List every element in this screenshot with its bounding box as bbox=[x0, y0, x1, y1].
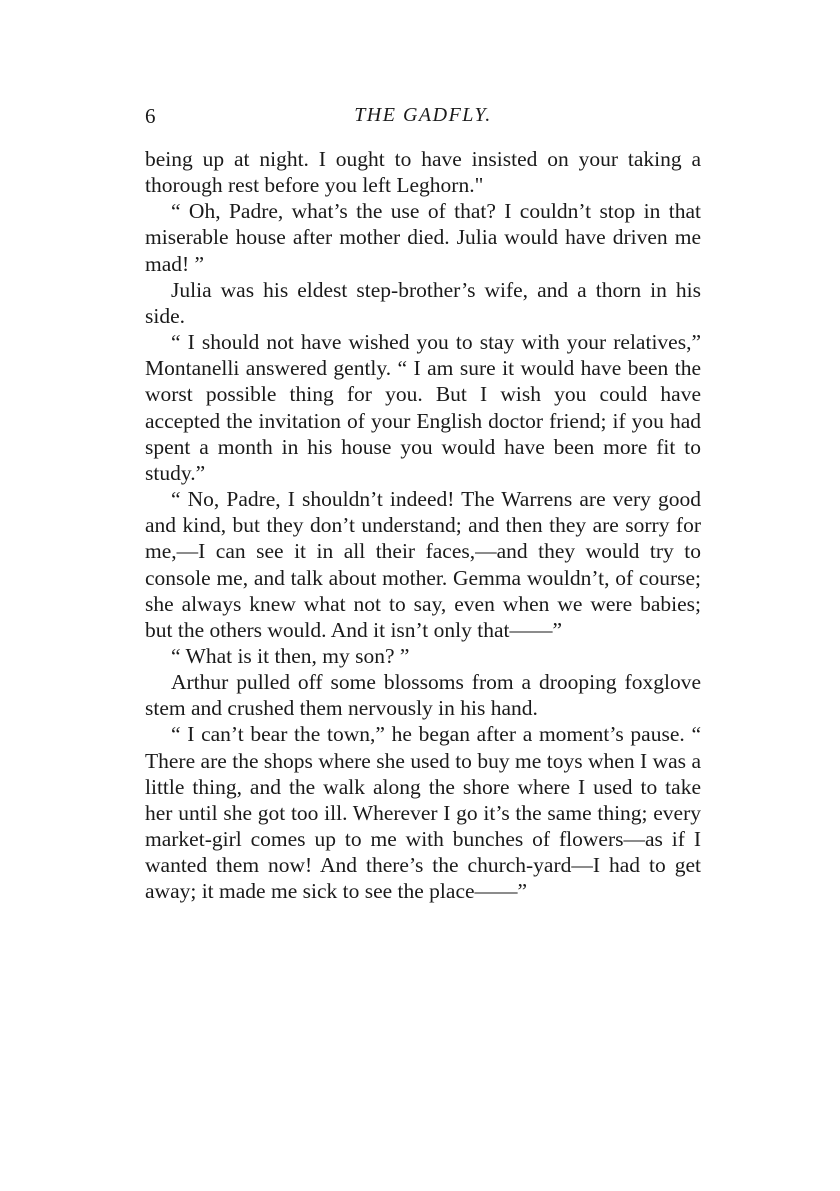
paragraph: “ Oh, Padre, what’s the use of that? I couldn’t stop in that miserable house after mother died. Julia would have driven me mad! ” bbox=[145, 199, 701, 276]
page-header bbox=[145, 104, 701, 134]
paragraph: being up at night. I ought to have insisted on your taking a thorough rest before you left Leghorn." bbox=[145, 147, 701, 198]
paragraph: “ I should not have wished you to stay with your relatives,” Montanelli answered gently. “ I am sure it would have been the worst possible thing for you. But I wish you could have accepted the invitation of your English doctor friend; if you had spent a month in his house you would have been more fit to study.” bbox=[145, 330, 701, 485]
paragraph: Julia was his eldest step-brother’s wife, and a thorn in his side. bbox=[145, 277, 701, 328]
paragraph: “ I can’t bear the town,” he began after a moment’s pause. “ There are the shops where she used to buy me toys when I was a little thing, and the walk along the shore where I used to take her until she got too ill. Wherever I go it’s the same thing; every market-girl comes up to me with bunches of flowers—as if I wanted them now! And there’s the church-yard—I had to get away; it made me sick to see the place——” bbox=[145, 722, 701, 904]
page-number: 6 bbox=[145, 104, 156, 128]
paragraph: “ No, Padre, I shouldn’t indeed! The Warrens are very good and kind, but they don’t understand; and then they are sorry for me,—I can see it in all their faces,—and they would try to console me, and talk about mother. Gemma wouldn’t, of course; she always knew what not to say, even when we were babies; but the others would. And it isn’t only that——” bbox=[145, 487, 701, 642]
running-title: THE GADFLY. bbox=[354, 104, 492, 126]
body-text bbox=[145, 146, 701, 905]
paragraph: Arthur pulled off some blossoms from a drooping foxglove stem and crushed them nervously in his hand. bbox=[145, 670, 701, 721]
paragraph: “ What is it then, my son? ” bbox=[171, 643, 410, 668]
